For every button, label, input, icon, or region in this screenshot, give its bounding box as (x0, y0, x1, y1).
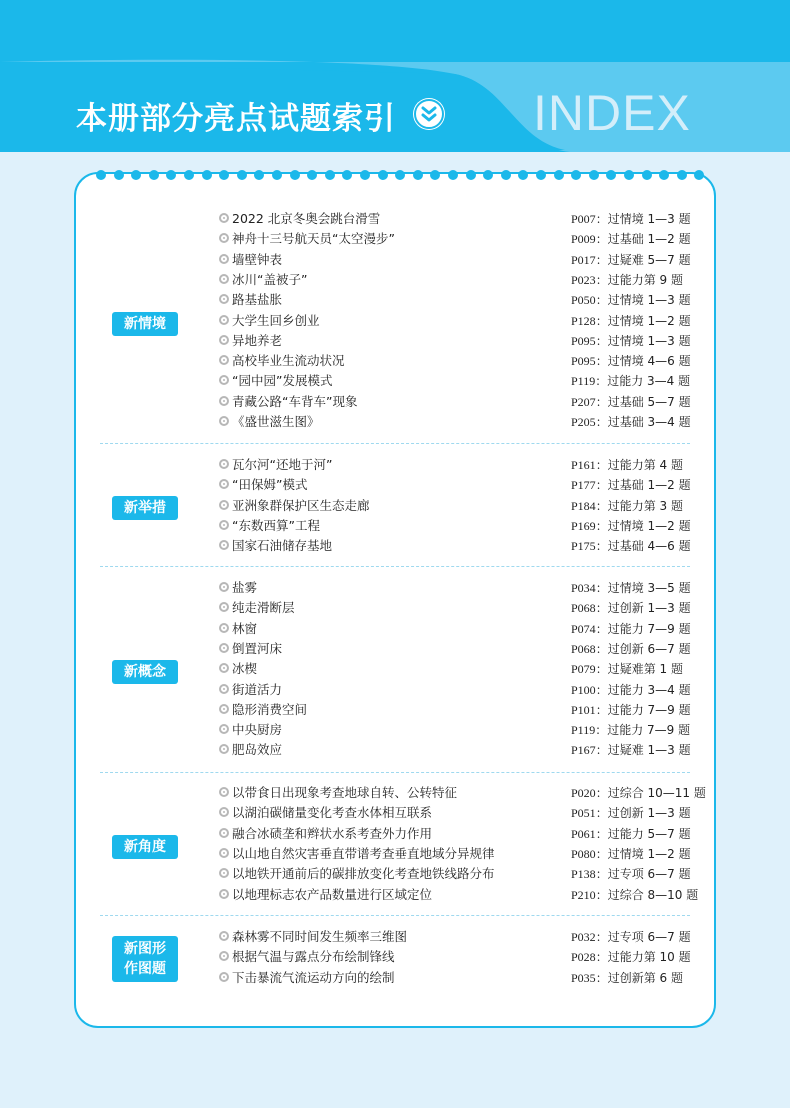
index-row (219, 229, 699, 249)
row-reference (571, 783, 706, 803)
row-topic: 路基盐胀 (232, 292, 283, 308)
binding-dot (219, 170, 229, 180)
section-tag-new-graphics (112, 936, 178, 982)
bullet-icon (219, 684, 229, 694)
bullet-icon (219, 582, 229, 592)
row-page-number: P051 (571, 806, 596, 821)
index-watermark: INDEX (533, 85, 691, 141)
binding-dots (96, 170, 706, 182)
index-row (219, 968, 699, 988)
binding-dot (624, 170, 634, 180)
row-page-number: P161 (571, 458, 596, 472)
row-question-range: ：过综合 8—10 题 (595, 887, 699, 902)
bullet-icon (219, 355, 229, 365)
index-row (219, 250, 699, 270)
section-divider (100, 772, 690, 773)
row-reference (571, 885, 698, 905)
index-row (219, 740, 699, 760)
row-reference (571, 536, 691, 556)
row-reference (571, 209, 691, 229)
index-row (219, 496, 699, 516)
bullet-icon (219, 416, 229, 426)
row-topic: 以湖泊碳储量变化考查水体相互联系 (232, 805, 433, 821)
index-row (219, 290, 699, 310)
bullet-icon (219, 848, 229, 858)
index-row (219, 536, 699, 556)
bullet-icon (219, 479, 229, 489)
index-row (219, 680, 699, 700)
bullet-icon (219, 868, 229, 878)
row-reference (571, 720, 690, 740)
index-row (219, 803, 699, 823)
index-row (219, 371, 699, 391)
row-question-range: ：过情境 4—6 题 (595, 354, 691, 369)
binding-dot (395, 170, 405, 180)
binding-dot (202, 170, 212, 180)
bullet-icon (219, 787, 229, 797)
chevron-double-down-icon (413, 98, 445, 130)
row-topic: 国家石油储存基地 (232, 538, 333, 554)
row-topic: 森林雾不同时间发生频率三维图 (232, 929, 408, 944)
row-question-range: ：过基础 3—4 题 (595, 415, 691, 429)
section-divider (100, 443, 690, 444)
row-topic: 异地养老 (232, 332, 283, 348)
row-reference (571, 516, 691, 536)
bullet-icon (219, 375, 229, 385)
row-page-number: P080 (571, 846, 596, 861)
section-tag-new-measures: 新举措 (112, 496, 178, 520)
bullet-icon (219, 744, 229, 754)
row-question-range: ：过情境 1—2 题 (595, 313, 691, 328)
index-row (219, 927, 699, 947)
row-reference (571, 496, 683, 516)
row-reference (571, 659, 683, 679)
row-topic: 以带食日出现象考查地球自转、公转特征 (232, 785, 458, 800)
section-divider (100, 566, 690, 567)
row-reference (571, 598, 691, 618)
row-page-number: P020 (571, 786, 596, 800)
index-row (219, 598, 699, 618)
row-topic: 以地理标志农产品数量进行区域定位 (232, 886, 433, 902)
binding-dot (483, 170, 493, 180)
binding-dot (677, 170, 687, 180)
row-page-number: P207 (571, 394, 596, 409)
row-reference (571, 412, 691, 432)
bullet-icon (219, 828, 229, 838)
row-topic: 下击暴流气流运动方向的绘制 (232, 969, 395, 985)
row-page-number: P095 (571, 333, 596, 348)
binding-dot (606, 170, 616, 180)
row-page-number: P101 (571, 702, 596, 717)
binding-dot (536, 170, 546, 180)
index-row (219, 783, 706, 803)
index-row (219, 619, 699, 639)
row-reference (571, 824, 691, 844)
row-question-range: ：过能力第 3 题 (595, 498, 683, 513)
row-topic: 隐形消费空间 (232, 701, 308, 717)
binding-dot (501, 170, 511, 180)
row-topic: 墙壁钟表 (232, 251, 283, 267)
row-page-number: P074 (571, 621, 596, 636)
row-reference (571, 475, 691, 495)
row-reference (571, 700, 691, 720)
row-reference (571, 331, 691, 351)
binding-dot (342, 170, 352, 180)
binding-dot (642, 170, 652, 180)
binding-dot (430, 170, 440, 180)
row-reference (571, 844, 691, 864)
row-topic: 青藏公路“车背车”现象 (232, 393, 358, 409)
row-topic: 亚洲象群保护区生态走廊 (232, 497, 370, 513)
row-reference (571, 639, 691, 659)
binding-dot (694, 170, 704, 180)
binding-dot (237, 170, 247, 180)
bullet-icon (219, 254, 229, 264)
binding-dot (184, 170, 194, 180)
bullet-icon (219, 540, 229, 550)
binding-dot (272, 170, 282, 180)
row-topic: 融合冰碛垄和辫状水系考查外力作用 (232, 825, 433, 841)
row-question-range: ：过能力第 9 题 (595, 272, 683, 287)
bullet-icon (219, 602, 229, 612)
row-question-range: ：过能力 7—9 题 (595, 702, 691, 717)
index-row (219, 659, 699, 679)
index-row (219, 720, 699, 740)
row-reference (571, 371, 690, 391)
row-topic: 中央厨房 (232, 722, 283, 738)
row-page-number: P035 (571, 970, 596, 985)
bullet-icon (219, 972, 229, 982)
row-reference (571, 864, 691, 884)
section-divider (100, 915, 690, 916)
row-topic: 肥岛效应 (232, 742, 283, 758)
row-question-range: ：过能力 3—4 题 (595, 682, 691, 697)
row-reference (571, 351, 691, 371)
bullet-icon (219, 520, 229, 530)
binding-dot (554, 170, 564, 180)
binding-dot (96, 170, 106, 180)
row-page-number: P061 (571, 826, 596, 841)
row-question-range: ：过基础 4—6 题 (595, 539, 691, 554)
row-topic: 高校毕业生流动状况 (232, 353, 345, 369)
row-topic: 2022 北京冬奥会跳台滑雪 (232, 211, 381, 226)
row-page-number: P138 (571, 867, 596, 882)
row-question-range: ：过基础 1—2 题 (595, 232, 691, 247)
row-question-range: ：过创新第 6 题 (595, 970, 683, 985)
row-reference (571, 311, 691, 331)
binding-dot (518, 170, 528, 180)
row-topic: 大学生回乡创业 (232, 312, 320, 328)
bullet-icon (219, 315, 229, 325)
index-row (219, 844, 699, 864)
index-row (219, 412, 699, 432)
row-question-range: ：过能力第 10 题 (595, 950, 691, 965)
binding-dot (413, 170, 423, 180)
row-page-number: P100 (571, 682, 596, 697)
bullet-icon (219, 294, 229, 304)
bullet-icon (219, 889, 229, 899)
index-row (219, 209, 699, 229)
row-page-number: P128 (571, 313, 596, 328)
section-tag-new-context: 新情境 (112, 312, 178, 336)
row-topic: “园中园”发展模式 (232, 373, 333, 389)
binding-dot (307, 170, 317, 180)
index-row (219, 864, 699, 884)
row-page-number: P009 (571, 232, 596, 247)
page-title: 本册部分亮点试题索引 (76, 101, 396, 137)
row-page-number: P007 (571, 212, 596, 226)
row-page-number: P184 (571, 498, 596, 513)
row-question-range: ：过创新 1—3 题 (595, 806, 691, 821)
bullet-icon (219, 807, 229, 817)
row-topic: 街道活力 (232, 681, 283, 697)
row-page-number: P028 (571, 950, 596, 965)
bullet-icon (219, 335, 229, 345)
bullet-icon (219, 233, 229, 243)
row-topic: 林窗 (232, 620, 258, 636)
row-page-number: P210 (571, 887, 596, 902)
row-reference (571, 927, 691, 947)
row-question-range: ：过情境 1—2 题 (595, 846, 691, 861)
row-topic: 冰川“盖被子” (232, 271, 308, 287)
row-reference (571, 803, 691, 823)
row-page-number: P050 (571, 293, 596, 308)
binding-dot (466, 170, 476, 180)
row-page-number: P167 (571, 743, 596, 758)
bullet-icon (219, 396, 229, 406)
index-row (219, 311, 699, 331)
row-page-number: P032 (571, 930, 596, 944)
row-reference (571, 290, 691, 310)
row-reference (571, 229, 691, 249)
section-tag-new-concepts: 新概念 (112, 660, 178, 684)
binding-dot (254, 170, 264, 180)
index-row (219, 331, 699, 351)
row-reference (571, 680, 691, 700)
row-topic: 瓦尔河“还地于河” (232, 457, 333, 472)
bullet-icon (219, 951, 229, 961)
row-reference (571, 619, 691, 639)
row-question-range: ：过情境 1—3 题 (595, 333, 691, 348)
row-question-range: ：过能力 7—9 题 (595, 723, 691, 738)
row-question-range: ：过基础 5—7 题 (595, 394, 691, 409)
index-row (219, 475, 699, 495)
index-row (219, 639, 699, 659)
row-reference (571, 455, 683, 475)
row-question-range: ：过创新 1—3 题 (595, 601, 691, 616)
row-question-range: ：过创新 6—7 题 (595, 641, 691, 656)
row-page-number: P169 (571, 518, 596, 533)
row-page-number: P017 (571, 252, 596, 267)
binding-dot (659, 170, 669, 180)
row-topic: “田保姆”模式 (232, 477, 308, 493)
row-reference (571, 947, 691, 967)
row-page-number: P119 (571, 723, 596, 738)
row-question-range: ：过能力 5—7 题 (595, 826, 691, 841)
row-topic: 冰楔 (232, 661, 258, 677)
row-reference (571, 740, 691, 760)
row-question-range: ：过情境 1—2 题 (595, 518, 691, 533)
row-question-range: ：过综合 10—11 题 (595, 786, 706, 800)
row-question-range: ：过情境 1—3 题 (595, 212, 691, 226)
row-question-range: ：过疑难 5—7 题 (595, 252, 691, 267)
bullet-icon (219, 213, 229, 223)
bullet-icon (219, 663, 229, 673)
row-topic: 纯走滑断层 (232, 600, 295, 616)
row-reference (571, 578, 691, 598)
row-page-number: P205 (571, 415, 596, 429)
bullet-icon (219, 643, 229, 653)
index-row (219, 455, 699, 475)
binding-dot (360, 170, 370, 180)
row-reference (571, 968, 683, 988)
binding-dot (290, 170, 300, 180)
row-page-number: P119 (571, 374, 596, 389)
row-topic: “东数西算”工程 (232, 517, 320, 533)
index-row (219, 700, 699, 720)
row-question-range: ：过专项 6—7 题 (595, 930, 691, 944)
row-topic: 以山地自然灾害垂直带谱考查垂直地域分异规律 (232, 845, 495, 861)
bullet-icon (219, 931, 229, 941)
row-topic: 根据气温与露点分布绘制锋线 (232, 949, 395, 965)
index-row (219, 947, 699, 967)
row-topic: 《盛世滋生图》 (232, 414, 320, 429)
binding-dot (589, 170, 599, 180)
row-reference (571, 250, 691, 270)
binding-dot (325, 170, 335, 180)
row-topic: 神舟十三号航天员“太空漫步” (232, 231, 395, 247)
row-topic: 以地铁开通前后的碳排放变化考查地铁线路分布 (232, 866, 495, 882)
index-row (219, 392, 699, 412)
row-question-range: ：过疑难 1—3 题 (595, 743, 691, 758)
binding-dot (571, 170, 581, 180)
section-tag-new-angles: 新角度 (112, 835, 178, 859)
binding-dot (114, 170, 124, 180)
bullet-icon (219, 623, 229, 633)
index-row (219, 578, 699, 598)
binding-dot (378, 170, 388, 180)
row-page-number: P068 (571, 601, 596, 616)
row-question-range: ：过情境 1—3 题 (595, 293, 691, 308)
index-row (219, 270, 699, 290)
index-row (219, 824, 699, 844)
bullet-icon (219, 724, 229, 734)
row-page-number: P095 (571, 354, 596, 369)
binding-dot (131, 170, 141, 180)
row-topic: 盐雾 (232, 580, 258, 595)
binding-dot (448, 170, 458, 180)
row-question-range: ：过情境 3—5 题 (595, 581, 691, 595)
row-page-number: P023 (571, 272, 596, 287)
index-row (219, 516, 699, 536)
binding-dot (166, 170, 176, 180)
binding-dot (149, 170, 159, 180)
bullet-icon (219, 500, 229, 510)
section-tag-line1: 新图形 (124, 941, 166, 957)
bullet-icon (219, 274, 229, 284)
row-page-number: P175 (571, 539, 596, 554)
row-reference (571, 270, 683, 290)
row-question-range: ：过能力 3—4 题 (595, 374, 691, 389)
index-row (219, 885, 699, 905)
row-question-range: ：过疑难第 1 题 (595, 662, 683, 677)
row-reference (571, 392, 691, 412)
row-question-range: ：过基础 1—2 题 (595, 478, 691, 493)
row-page-number: P068 (571, 641, 596, 656)
index-row (219, 351, 699, 371)
section-tag-line2: 作图题 (124, 961, 166, 977)
row-page-number: P177 (571, 478, 596, 493)
row-page-number: P034 (571, 581, 596, 595)
row-question-range: ：过专项 6—7 题 (595, 867, 691, 882)
row-page-number: P079 (571, 662, 596, 677)
bullet-icon (219, 459, 229, 469)
row-topic: 倒置河床 (232, 640, 283, 656)
row-question-range: ：过能力 7—9 题 (595, 621, 691, 636)
row-question-range: ：过能力第 4 题 (595, 458, 683, 472)
bullet-icon (219, 704, 229, 714)
